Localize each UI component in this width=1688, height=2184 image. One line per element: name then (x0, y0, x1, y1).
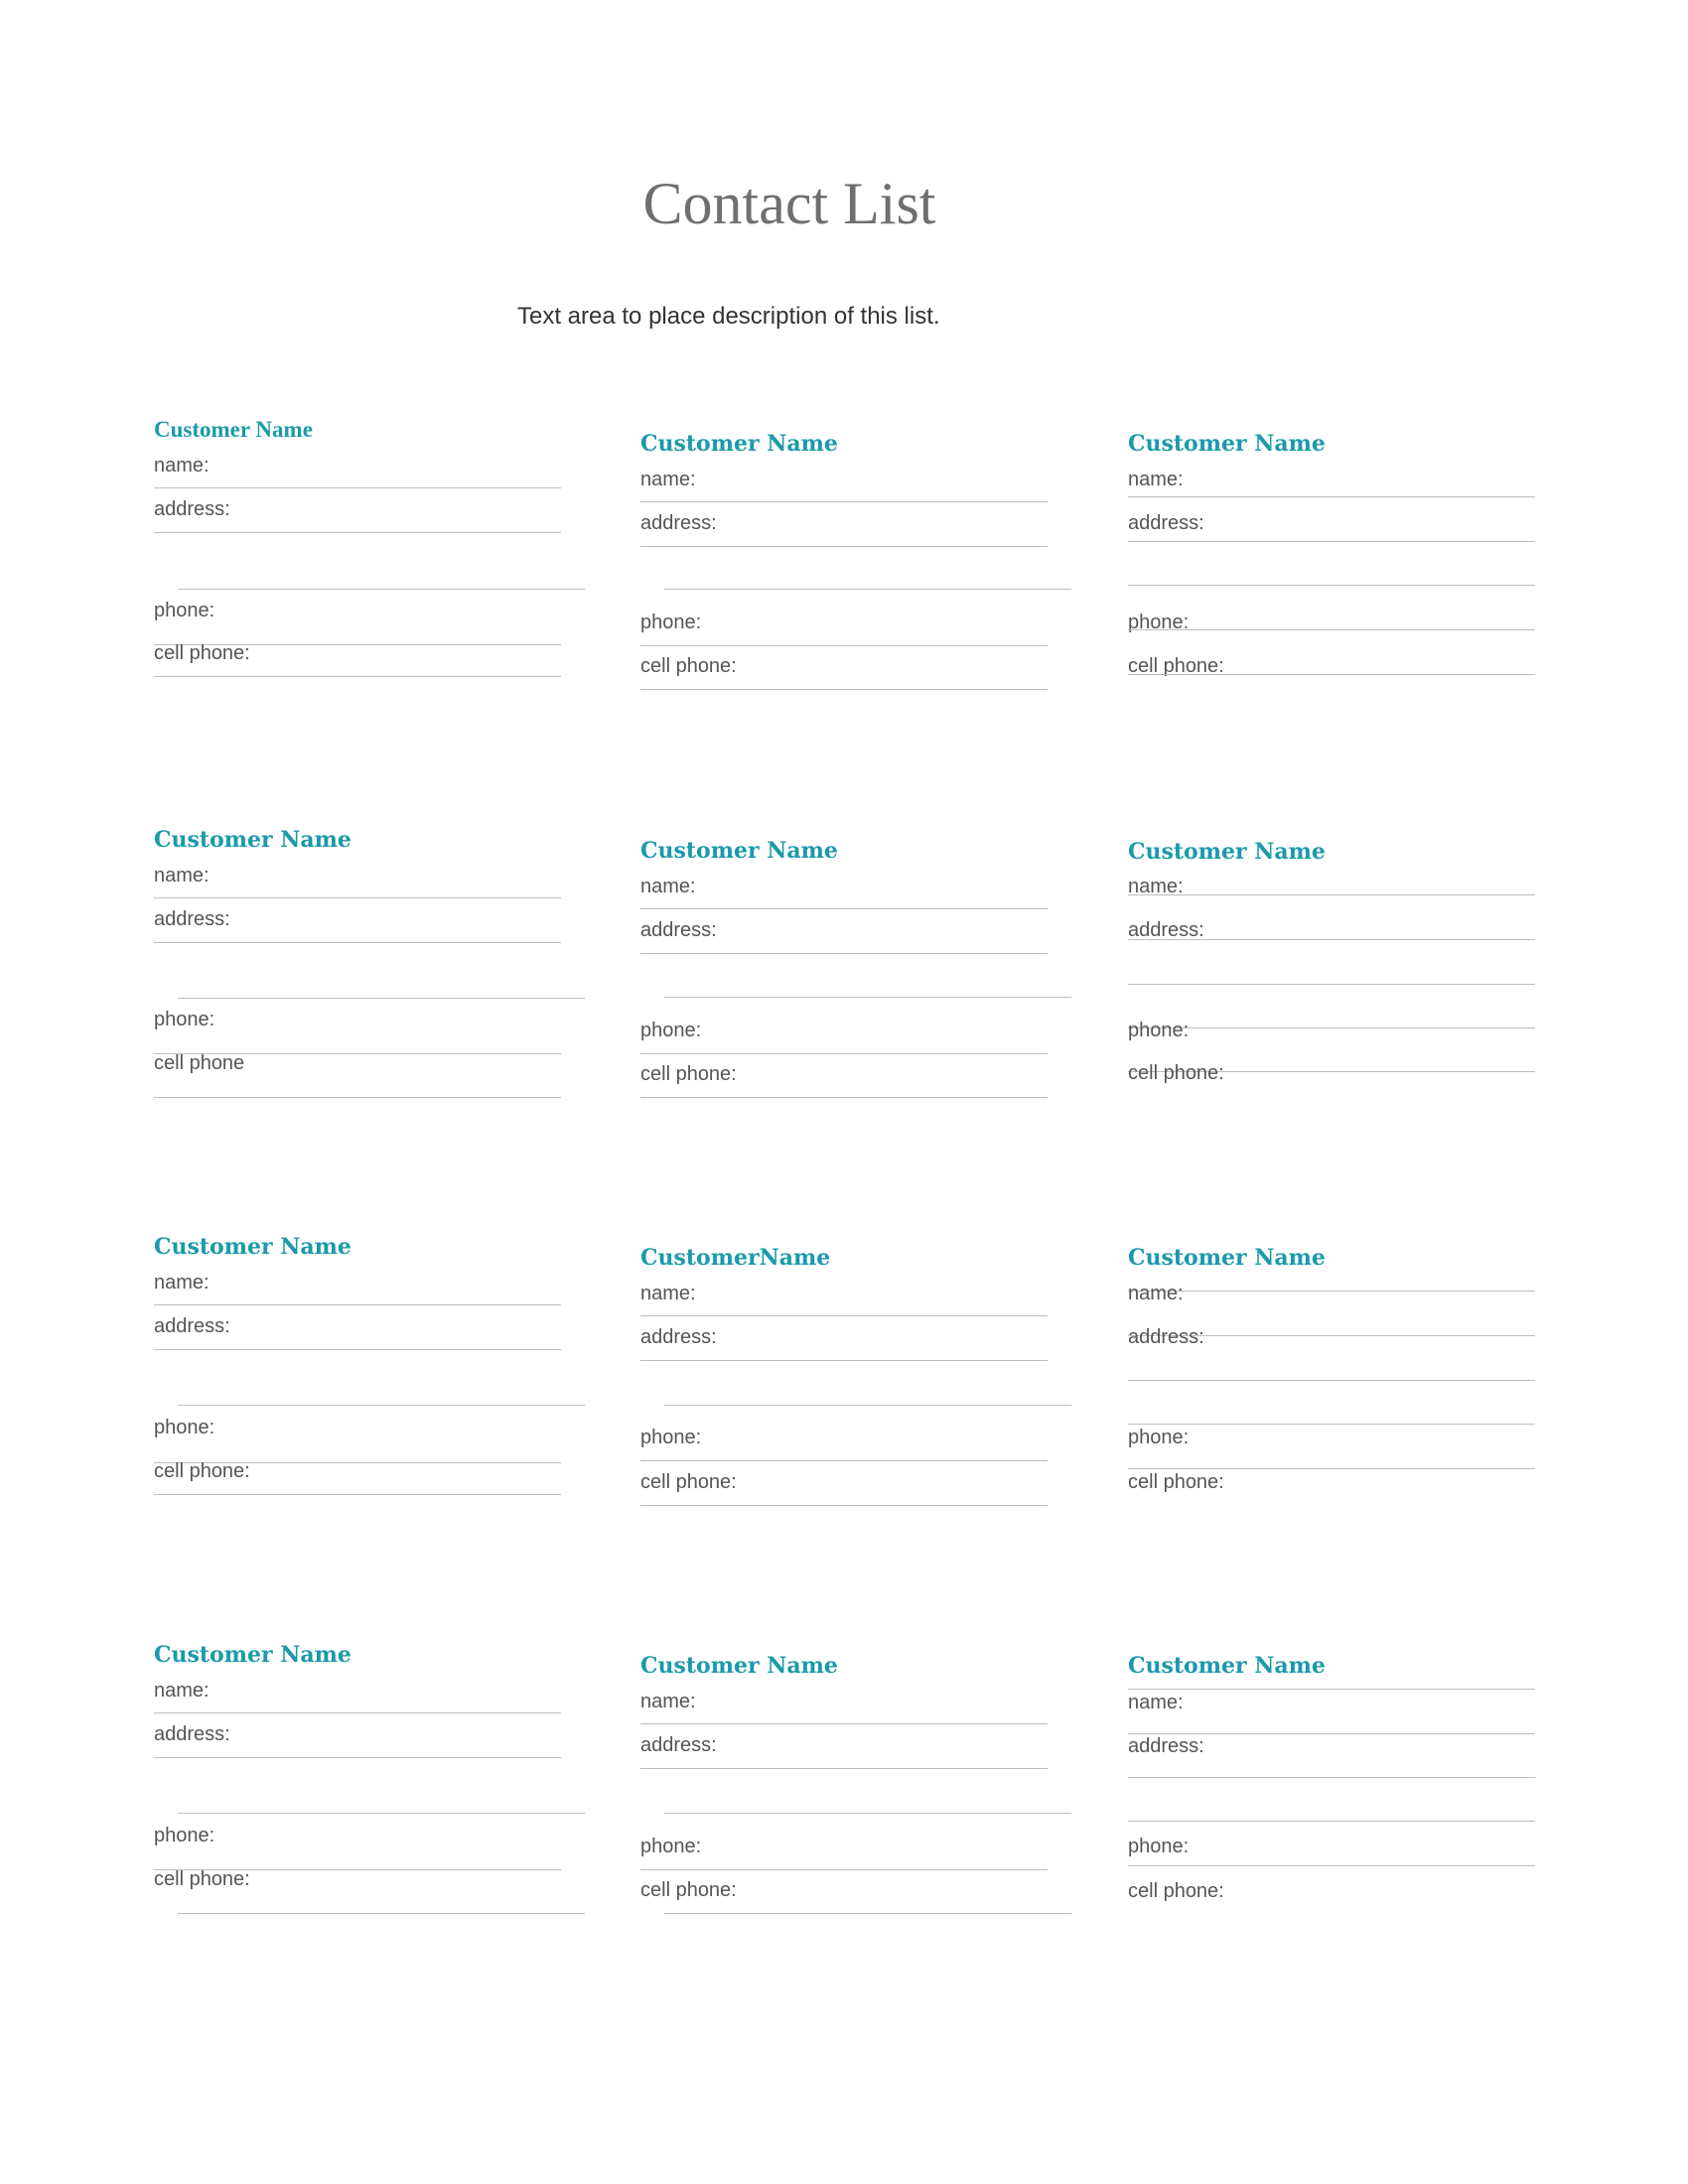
list-description[interactable]: Text area to place description of this list. (517, 303, 940, 330)
address-line-3[interactable] (1128, 1027, 1535, 1028)
contact-card (640, 431, 1067, 729)
address-label: address: (1128, 1326, 1204, 1348)
address-line[interactable] (154, 942, 561, 943)
phone-line[interactable] (1128, 1468, 1535, 1469)
address-line[interactable] (1128, 541, 1535, 542)
address-line[interactable] (640, 1360, 1048, 1361)
contact-card (1128, 431, 1555, 729)
cell-phone-line[interactable] (640, 1097, 1048, 1098)
contact-card (154, 1234, 581, 1532)
cell-phone-label: cell phone: (1128, 655, 1224, 677)
cell-phone-line[interactable] (640, 689, 1048, 690)
address-line[interactable] (640, 546, 1048, 547)
name-line[interactable] (154, 1304, 561, 1305)
address-label: address: (1128, 1735, 1204, 1757)
customer-name-heading[interactable]: Customer Name (640, 431, 838, 457)
cell-phone-line[interactable] (154, 676, 561, 677)
contact-card (154, 417, 581, 715)
address-line-2[interactable] (664, 1813, 1071, 1814)
phone-line[interactable] (640, 1460, 1048, 1461)
contact-card (154, 827, 581, 1125)
address-label: address: (1128, 919, 1204, 941)
phone-line[interactable] (1128, 1865, 1535, 1866)
customer-name-heading[interactable]: Customer Name (640, 838, 838, 864)
address-label: address: (154, 498, 230, 520)
customer-name-heading[interactable]: Customer Name (154, 827, 352, 853)
phone-line[interactable] (1128, 629, 1535, 630)
name-label: name: (154, 455, 210, 477)
name-line[interactable] (154, 897, 561, 898)
name-line[interactable] (154, 487, 561, 488)
cell-phone-label: cell phone: (640, 655, 737, 677)
cell-phone-label: cell phone: (640, 1471, 737, 1493)
contact-card (1128, 839, 1555, 1137)
customer-name-heading[interactable]: Customer Name (154, 1642, 352, 1668)
cell-phone-label: cell phone: (154, 642, 250, 664)
address-line-2[interactable] (1128, 1424, 1535, 1425)
contact-card (640, 1245, 1067, 1543)
contact-card (640, 838, 1067, 1136)
address-label: address: (640, 1326, 717, 1348)
cell-phone-line[interactable] (178, 1913, 585, 1914)
name-label: name: (640, 469, 696, 490)
contact-card (154, 1642, 581, 1940)
name-line[interactable] (640, 1723, 1048, 1724)
phone-line[interactable] (640, 1869, 1048, 1870)
address-line-2[interactable] (1128, 585, 1535, 586)
customer-name-heading[interactable]: Customer Name (154, 417, 313, 442)
address-line[interactable] (154, 532, 561, 533)
name-line[interactable] (1128, 496, 1535, 497)
phone-line[interactable] (640, 1053, 1048, 1054)
phone-label: phone: (154, 1417, 215, 1438)
customer-name-heading[interactable]: Customer Name (1128, 1245, 1326, 1271)
phone-label: phone: (154, 600, 215, 621)
address-label: address: (640, 919, 717, 941)
name-line[interactable] (640, 1315, 1048, 1316)
address-line-2[interactable] (178, 998, 585, 999)
cell-phone-line[interactable] (154, 1494, 561, 1495)
address-label: address: (154, 1723, 230, 1745)
address-label: address: (154, 1315, 230, 1337)
cell-phone-line[interactable] (1128, 674, 1535, 675)
address-label: address: (1128, 512, 1204, 534)
address-line[interactable] (154, 1757, 561, 1758)
cell-phone-label: cell phone: (154, 1868, 250, 1890)
address-line[interactable] (1128, 1777, 1535, 1778)
name-label: name: (1128, 1283, 1184, 1304)
address-label: address: (154, 908, 230, 930)
contact-card (1128, 1245, 1555, 1543)
address-line-2[interactable] (178, 1405, 585, 1406)
contact-card (1128, 1653, 1555, 1951)
name-line[interactable] (640, 908, 1048, 909)
address-label: address: (640, 1734, 717, 1756)
name-label: name: (640, 1283, 696, 1304)
customer-name-heading[interactable]: Customer Name (1128, 1653, 1326, 1679)
name-label: name: (154, 1680, 210, 1702)
name-line[interactable] (1128, 894, 1535, 895)
address-line-2[interactable] (1128, 984, 1535, 985)
name-label: name: (154, 1272, 210, 1294)
name-label: name: (640, 1691, 696, 1712)
cell-phone-line[interactable] (154, 1097, 561, 1098)
cell-phone-line[interactable] (640, 1505, 1048, 1506)
phone-label: phone: (640, 612, 702, 633)
name-label: name: (1128, 876, 1184, 897)
address-line-2[interactable] (664, 997, 1071, 998)
name-line[interactable] (154, 1712, 561, 1713)
name-line[interactable] (640, 501, 1048, 502)
phone-label: phone: (1128, 1836, 1190, 1857)
customer-name-heading[interactable]: Customer Name (640, 1653, 838, 1679)
cell-phone-label: cell phone: (1128, 1471, 1224, 1493)
customer-name-heading[interactable]: Customer Name (1128, 431, 1326, 457)
address-line-2[interactable] (1128, 1821, 1535, 1822)
customer-name-heading[interactable]: Customer Name (1128, 839, 1326, 865)
phone-label: phone: (154, 1825, 215, 1846)
cell-phone-label: cell phone: (640, 1879, 737, 1901)
address-line-2[interactable] (664, 589, 1071, 590)
phone-label: phone: (1128, 1020, 1190, 1041)
customer-name-heading[interactable]: CustomerName (640, 1245, 831, 1271)
customer-name-heading[interactable]: Customer Name (154, 1234, 352, 1260)
name-label: name: (1128, 469, 1184, 490)
cell-phone-label: cell phone: (154, 1460, 250, 1482)
address-line[interactable] (1128, 1380, 1535, 1381)
address-line-2[interactable] (178, 1813, 585, 1814)
contact-card (640, 1653, 1067, 1951)
address-line-2[interactable] (178, 589, 585, 590)
phone-label: phone: (154, 1009, 215, 1030)
name-line[interactable] (1128, 1733, 1535, 1734)
heading-line[interactable] (1128, 1689, 1535, 1690)
name-label: name: (1128, 1692, 1184, 1713)
phone-label: phone: (640, 1020, 702, 1041)
address-line-2[interactable] (664, 1405, 1071, 1406)
address-line[interactable] (1128, 939, 1535, 940)
address-line[interactable] (640, 953, 1048, 954)
name-label: name: (154, 865, 210, 887)
cell-phone-label: cell phone: (1128, 1062, 1224, 1084)
phone-label: phone: (640, 1427, 702, 1448)
address-line[interactable] (154, 1349, 561, 1350)
cell-phone-label: cell phone: (640, 1063, 737, 1085)
phone-line[interactable] (640, 645, 1048, 646)
cell-phone-line[interactable] (664, 1913, 1071, 1914)
page-title: Contact List (642, 171, 936, 236)
phone-label: phone: (1128, 612, 1190, 633)
phone-label: phone: (640, 1836, 702, 1857)
name-label: name: (640, 876, 696, 897)
cell-phone-label: cell phone: (1128, 1880, 1224, 1902)
address-label: address: (640, 512, 717, 534)
address-line[interactable] (640, 1768, 1048, 1769)
cell-phone-label: cell phone (154, 1052, 245, 1074)
phone-label: phone: (1128, 1427, 1190, 1448)
heading-line[interactable] (1128, 1291, 1535, 1292)
